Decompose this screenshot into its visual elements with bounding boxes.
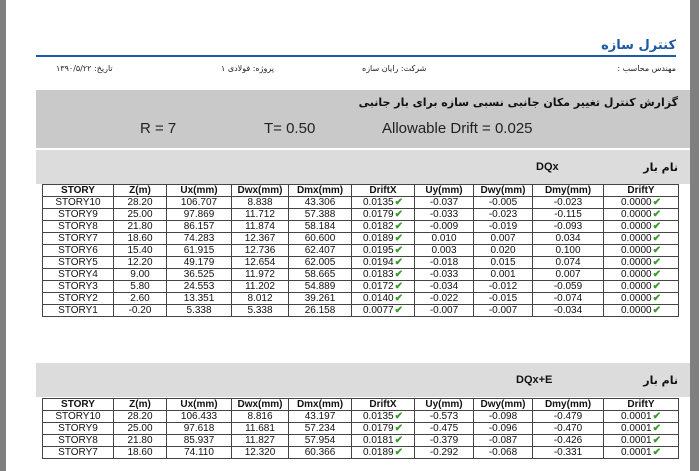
drift-value: 0.0001 [621,435,652,446]
drift-cell [604,447,679,459]
column-header: Dwy(mm) [474,399,533,411]
table-cell: 12.320 [232,447,289,459]
table-cell: 85.937 [167,435,232,447]
drift-value: 0.0135 [363,197,394,208]
check-icon: ✔ [394,197,403,208]
drift-value: 0.0000 [621,305,652,316]
check-icon: ✔ [394,257,403,268]
drift-cell [352,411,415,423]
table-cell: 0.003 [415,245,474,257]
report-title: گزارش کنترل تغییر مکان جانبی نسبی سازه برای بار جانبی [358,96,678,109]
table-cell: 74.283 [167,233,232,245]
drift-value: 0.0077 [363,305,394,316]
table-cell: STORY9 [43,209,114,221]
table-cell: 28.20 [114,411,167,423]
table-cell: 58.665 [289,269,352,281]
table-row [43,197,679,209]
page-title: کنترل سازه [601,38,676,53]
drift-cell [604,281,679,293]
column-header: Ux(mm) [167,185,232,197]
drift-cell [352,423,415,435]
drift-cell [352,447,415,459]
table-cell: -0.426 [533,435,604,447]
table-cell: 28.20 [114,197,167,209]
table-cell: 57.388 [289,209,352,221]
check-icon: ✔ [652,245,661,256]
check-icon: ✔ [652,293,661,304]
table-cell: -0.20 [114,305,167,317]
drift-cell [604,435,679,447]
table-cell: 49.179 [167,257,232,269]
check-icon: ✔ [652,257,661,268]
table-cell: 0.007 [474,233,533,245]
date-label: تاریخ: ۱۳۹۰/۵/۲۲ [56,64,113,73]
table-cell: 86.157 [167,221,232,233]
table-row [43,411,679,423]
drift-cell [604,269,679,281]
table-cell: 5.338 [232,305,289,317]
table-cell: 57.954 [289,435,352,447]
check-icon: ✔ [652,233,661,244]
table-cell: STORY8 [43,221,114,233]
table-header-row [43,399,679,411]
table-cell: 12.654 [232,257,289,269]
check-icon: ✔ [394,423,403,434]
table-header-row [43,185,679,197]
table-cell: 2.60 [114,293,167,305]
r-factor: R = 7 [140,120,177,137]
drift-cell [604,245,679,257]
table-cell: STORY6 [43,245,114,257]
table-cell: -0.015 [474,293,533,305]
check-icon: ✔ [652,197,661,208]
table-cell: -0.098 [474,411,533,423]
check-icon: ✔ [652,221,661,232]
drift-value: 0.0194 [363,257,394,268]
column-header: STORY [43,185,114,197]
drift-cell [604,221,679,233]
table-cell: 11.681 [232,423,289,435]
table-row [43,257,679,269]
column-header: DriftY [604,399,679,411]
check-icon: ✔ [652,305,661,316]
drift-table [42,184,679,317]
period: T= 0.50 [264,120,316,137]
table-cell: 43.306 [289,197,352,209]
drift-cell [352,435,415,447]
table-row [43,305,679,317]
check-icon: ✔ [652,269,661,280]
table-cell: STORY7 [43,233,114,245]
table-cell: -0.019 [474,221,533,233]
drift-value: 0.0135 [363,411,394,422]
drift-value: 0.0000 [621,269,652,280]
table-cell: -0.379 [415,435,474,447]
column-header: Dmx(mm) [289,185,352,197]
table-cell: -0.018 [415,257,474,269]
table-cell: 25.00 [114,423,167,435]
table-cell: -0.034 [415,281,474,293]
table-cell: -0.023 [474,209,533,221]
drift-cell [604,423,679,435]
check-icon: ✔ [652,447,661,458]
table-cell: STORY8 [43,435,114,447]
column-header: Z(m) [114,399,167,411]
table-row [43,293,679,305]
table-cell: -0.033 [415,269,474,281]
table-cell: -0.023 [533,197,604,209]
check-icon: ✔ [652,411,661,422]
load-case-label: نام بار [643,374,678,387]
check-icon: ✔ [394,447,403,458]
table-cell: -0.479 [533,411,604,423]
drift-value: 0.0179 [363,423,394,434]
table-row [43,245,679,257]
table-cell: -0.087 [474,435,533,447]
table-cell: 24.553 [167,281,232,293]
load-case-band [36,150,690,184]
drift-cell [604,197,679,209]
company-label: شرکت: رایان سازه [362,64,427,73]
table-cell: 12.736 [232,245,289,257]
table-cell: 57.234 [289,423,352,435]
check-icon: ✔ [394,221,403,232]
table-cell: 8.816 [232,411,289,423]
check-icon: ✔ [394,209,403,220]
column-header: Dwx(mm) [232,399,289,411]
drift-cell [604,209,679,221]
table-cell: 0.100 [533,245,604,257]
table-cell: STORY9 [43,423,114,435]
drift-value: 0.0195 [363,245,394,256]
table-cell: -0.115 [533,209,604,221]
table-row [43,435,679,447]
table-cell: STORY10 [43,411,114,423]
drift-value: 0.0179 [363,209,394,220]
drift-cell [352,257,415,269]
check-icon: ✔ [394,411,403,422]
load-case-name: DQx+E [516,374,553,386]
table-row [43,423,679,435]
table-cell: 60.600 [289,233,352,245]
table-cell: 54.889 [289,281,352,293]
drift-value: 0.0183 [363,269,394,280]
column-header: STORY [43,399,114,411]
check-icon: ✔ [394,233,403,244]
table-cell: 18.60 [114,447,167,459]
drift-value: 0.0189 [363,447,394,458]
table-cell: 8.838 [232,197,289,209]
column-header: DriftY [604,185,679,197]
table-cell: 0.010 [415,233,474,245]
table-cell: 15.40 [114,245,167,257]
column-header: Dmy(mm) [533,399,604,411]
drift-value: 0.0000 [621,257,652,268]
table-cell: 61.915 [167,245,232,257]
check-icon: ✔ [652,209,661,220]
table-cell: 39.261 [289,293,352,305]
load-case-label: نام بار [643,161,678,174]
table-cell: 26.158 [289,305,352,317]
check-icon: ✔ [394,269,403,280]
drift-value: 0.0189 [363,233,394,244]
check-icon: ✔ [652,423,661,434]
title-underline [36,55,676,57]
table-cell: 62.005 [289,257,352,269]
table-cell: 21.80 [114,435,167,447]
table-cell: -0.093 [533,221,604,233]
drift-cell [604,305,679,317]
table-cell: STORY2 [43,293,114,305]
table-cell: 8.012 [232,293,289,305]
page-top-margin [6,0,690,36]
drift-table [42,398,679,459]
column-header: Uy(mm) [415,399,474,411]
check-icon: ✔ [394,281,403,292]
table-cell: 97.869 [167,209,232,221]
drift-value: 0.0000 [621,209,652,220]
check-icon: ✔ [394,245,403,256]
table-cell: 58.184 [289,221,352,233]
table-cell: 0.015 [474,257,533,269]
table-cell: 11.827 [232,435,289,447]
check-icon: ✔ [394,305,403,316]
table-cell: 11.972 [232,269,289,281]
load-case-name: DQx [536,161,559,173]
table-cell: 9.00 [114,269,167,281]
project-label: پروژه: فولادی ۱ [221,64,274,73]
table-row [43,269,679,281]
drift-value: 0.0181 [363,435,394,446]
table-cell: -0.033 [415,209,474,221]
table-cell: 62.407 [289,245,352,257]
drift-cell [352,197,415,209]
table-cell: STORY5 [43,257,114,269]
drift-cell [604,257,679,269]
table-cell: 43.197 [289,411,352,423]
drift-value: 0.0140 [363,293,394,304]
column-header: Z(m) [114,185,167,197]
table-row [43,281,679,293]
table-cell: -0.331 [533,447,604,459]
table-cell: STORY3 [43,281,114,293]
table-cell: -0.292 [415,447,474,459]
check-icon: ✔ [652,281,661,292]
table-cell: -0.573 [415,411,474,423]
column-header: Dmy(mm) [533,185,604,197]
drift-value: 0.0000 [621,221,652,232]
engineer-label: مهندس محاسب : [617,64,676,73]
drift-value: 0.0001 [621,411,652,422]
column-header: Uy(mm) [415,185,474,197]
drift-cell [352,293,415,305]
table-cell: 106.707 [167,197,232,209]
table-cell: 11.874 [232,221,289,233]
table-row [43,233,679,245]
check-icon: ✔ [394,435,403,446]
drift-cell [352,233,415,245]
column-header: Ux(mm) [167,399,232,411]
table-cell: 106.433 [167,411,232,423]
table-cell: -0.007 [415,305,474,317]
table-cell: -0.074 [533,293,604,305]
table-cell: 11.202 [232,281,289,293]
table-cell: 0.020 [474,245,533,257]
drift-cell [352,245,415,257]
table-cell: 0.007 [533,269,604,281]
table-cell: 0.034 [533,233,604,245]
column-header: Dmx(mm) [289,399,352,411]
drift-cell [352,305,415,317]
column-header: Dwy(mm) [474,185,533,197]
drift-cell [352,281,415,293]
table-cell: -0.037 [415,197,474,209]
table-cell: -0.012 [474,281,533,293]
drift-value: 0.0001 [621,447,652,458]
check-icon: ✔ [652,435,661,446]
table-cell: 13.351 [167,293,232,305]
table-cell: 97.618 [167,423,232,435]
drift-value: 0.0000 [621,245,652,256]
table-row [43,447,679,459]
table-cell: STORY7 [43,447,114,459]
drift-value: 0.0182 [363,221,394,232]
drift-value: 0.0000 [621,197,652,208]
table-cell: -0.059 [533,281,604,293]
load-case-band [36,363,690,397]
table-cell: 5.338 [167,305,232,317]
table-cell: STORY10 [43,197,114,209]
table-cell: 5.80 [114,281,167,293]
drift-value: 0.0000 [621,281,652,292]
drift-cell [604,293,679,305]
table-cell: -0.096 [474,423,533,435]
table-cell: -0.475 [415,423,474,435]
table-cell: -0.005 [474,197,533,209]
allowable-drift: Allowable Drift = 0.025 [382,120,533,137]
table-cell: 25.00 [114,209,167,221]
report-page [6,0,690,471]
table-cell: -0.009 [415,221,474,233]
table-cell: 0.001 [474,269,533,281]
column-header: Dwx(mm) [232,185,289,197]
table-cell: -0.034 [533,305,604,317]
table-cell: 11.712 [232,209,289,221]
drift-value: 0.0000 [621,293,652,304]
table-cell: -0.007 [474,305,533,317]
table-cell: 12.20 [114,257,167,269]
column-header: DriftX [352,399,415,411]
table-cell: -0.068 [474,447,533,459]
drift-value: 0.0172 [363,281,394,292]
table-cell: -0.470 [533,423,604,435]
drift-cell [604,411,679,423]
table-row [43,221,679,233]
drift-cell [604,233,679,245]
table-cell: 21.80 [114,221,167,233]
table-cell: 0.074 [533,257,604,269]
table-cell: -0.022 [415,293,474,305]
report-header-band [36,90,690,148]
table-cell: 60.366 [289,447,352,459]
column-header: DriftX [352,185,415,197]
table-cell: STORY1 [43,305,114,317]
table-cell: STORY4 [43,269,114,281]
table-row [43,209,679,221]
table-cell: 12.367 [232,233,289,245]
drift-cell [352,269,415,281]
check-icon: ✔ [394,293,403,304]
table-cell: 36.525 [167,269,232,281]
drift-value: 0.0000 [621,233,652,244]
table-cell: 74.110 [167,447,232,459]
drift-cell [352,221,415,233]
drift-cell [352,209,415,221]
table-cell: 18.60 [114,233,167,245]
drift-value: 0.0001 [621,423,652,434]
